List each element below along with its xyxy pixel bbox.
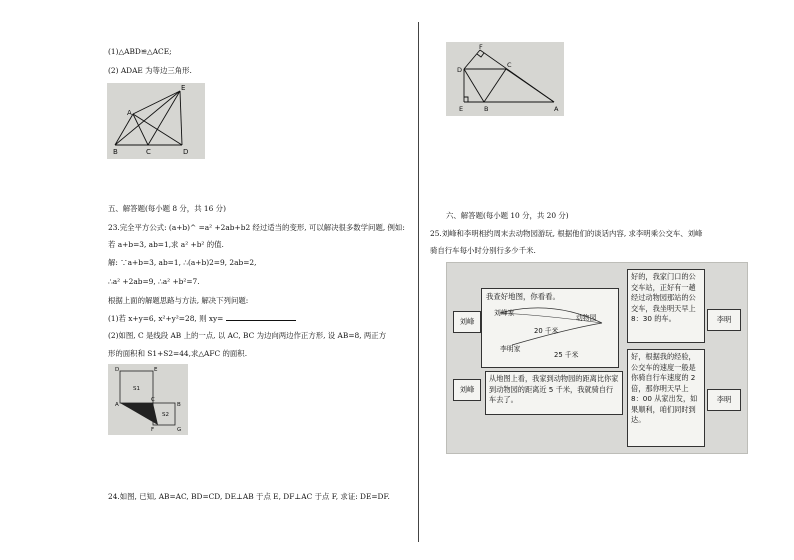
name-liufeng-2: 刘峰 (453, 379, 481, 401)
column-divider (418, 22, 419, 542)
figure-24 (446, 42, 564, 116)
q23-line6 (108, 313, 296, 324)
section-5-heading: 五、解答题(每小题 8 分，共 16 分) (108, 204, 226, 213)
liufeng-speech-2: 从地图上看，我家到动物园的距离比你家到动物园的距离近 5 千米，我就骑自行车去了。 (485, 371, 623, 415)
name-liming-2: 李明 (707, 389, 741, 411)
fig22-label-e: E (181, 84, 186, 92)
map-intro-text: 我查好地图，你看看。 (486, 292, 560, 301)
fig23-label-e: E (154, 367, 158, 373)
fig23-label-c: C (151, 397, 155, 403)
q23-line8: 形的面积和 S1+S2=44,求△AFC 的面积. (108, 349, 248, 358)
q23-q1-text: (1)若 x+y=6, x²+y²=28, 则 xy= (108, 314, 224, 323)
map-liming-home: 李明家 (500, 345, 521, 353)
fig23-label-d: D (115, 367, 120, 373)
map-distance-20: 20 千米 (534, 327, 559, 335)
fig22-label-d: D (183, 148, 189, 156)
q23-line3: 解: ∵a+b=3, ab=1, ∴(a+b)2=9, 2ab=2, (108, 258, 257, 267)
figure-22 (107, 83, 205, 159)
fig24-label-a: A (554, 105, 559, 113)
map-distance-25: 25 千米 (554, 351, 579, 359)
q23-line2: 若 a+b=3, ab=1,求 a² +b² 的值. (108, 240, 224, 249)
fig23-label-b: B (177, 402, 181, 408)
q25-line2: 骑自行车每小时分别行多少千米. (430, 246, 536, 255)
q23-line5: 根据上面的解题思路与方法, 解决下列问题: (108, 296, 249, 305)
fig23-label-s2: S2 (162, 412, 169, 418)
liming-speech-1: 好的，我家门口的公交车站，正好有一趟经过动物园那站的公交车，我坐明天早上 8：30 的车。 (627, 269, 705, 343)
fig24-label-e: E (459, 105, 464, 113)
q23-line7: (2)如图, C 是线段 AB 上的一点, 以 AC, BC 为边向两边作正方形, 设 AB=8, 两正方 (108, 331, 387, 340)
answer-blank[interactable] (226, 313, 296, 321)
q23-line4: ∴a² +2ab=9, ∴a² +b²=7. (108, 277, 200, 286)
map-bubble (481, 288, 619, 368)
fig23-label-a: A (115, 402, 119, 408)
q23-line1: 23.完全平方公式: (a+b)^ =a² +2ab+b2 经过适当的变形, 可以解决很多数学问题, 例如: (108, 223, 405, 232)
fig23-label-s1: S1 (133, 386, 140, 392)
dialog-figure (446, 262, 748, 454)
fig23-label-g: G (177, 427, 182, 433)
map-zoo: 动物园 (576, 314, 597, 322)
name-liming-1: 李明 (707, 309, 741, 331)
name-liufeng-1: 刘峰 (453, 311, 481, 333)
q22-part1: (1)△ABD≌△ACE; (108, 47, 172, 56)
fig24-label-f: F (479, 43, 483, 51)
section-6-heading: 六、解答题(每小题 10 分，共 20 分) (446, 211, 569, 220)
fig24-label-c: C (507, 61, 512, 69)
liming-speech-2: 好，根据我的经验，公交车的速度一般是你骑自行车速度的 2 倍，那你明天早上 8：00 从家出发，如果顺利，咱们同时到达。 (627, 349, 705, 447)
figure-23 (108, 364, 188, 435)
fig24-label-d: D (457, 66, 463, 74)
q25-line1: 25.刘峰和李明相约周末去动物园游玩, 根据他们的谈话内容, 求李明乘公交车、刘峰 (430, 229, 703, 238)
fig23-label-f: F (151, 427, 155, 433)
q24-text: 24.如图, 已知, AB=AC, BD=CD, DE⊥AB 于点 E, DF⊥AC 于点 F, 求证: DE=DF. (108, 492, 390, 501)
fig22-label-a: A (127, 109, 132, 117)
fig22-label-b: B (113, 148, 118, 156)
q22-part2: (2) ADAE 为等边三角形. (108, 66, 192, 75)
fig24-label-b: B (484, 105, 489, 113)
map-liufeng-home: 刘峰家 (494, 309, 515, 317)
fig22-label-c: C (146, 148, 151, 156)
